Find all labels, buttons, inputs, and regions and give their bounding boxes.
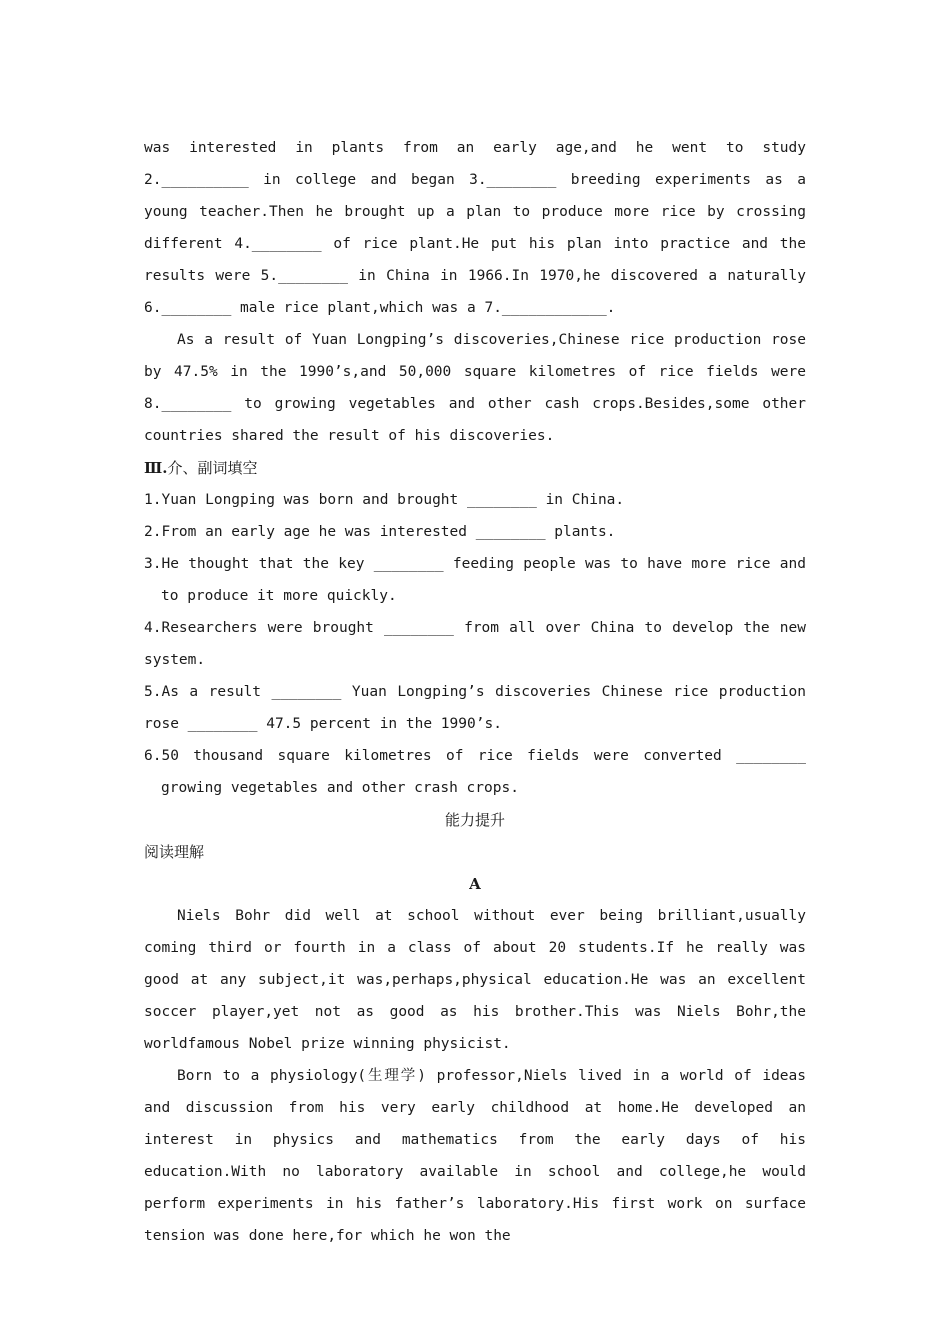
passage-a-paragraph-2: Born to a physiology(生理学) professor,Niels lived in a world of ideas and discussion from his very early childhood at home.He developed an interest in physics and mathematics from the early days of his education.With no laboratory available in school and college,he would perform experiments in his father’s laboratory.His first work on surface tension was done here,for which he won the bbox=[144, 1068, 806, 1244]
summary-paragraph-2: As a result of Yuan Longping’s discoveries,Chinese rice production rose by 47.5% in the 1990’s,and 50,000 square kilometres of rice fields were 8.________ to growing vegetables and other cash crops.Besides,some other countries shared the result of his discoveries. bbox=[144, 332, 806, 444]
section-3-heading bbox=[144, 452, 806, 484]
reading-comprehension-label: 阅读理解 bbox=[144, 843, 205, 861]
section-3-roman: Ⅲ. bbox=[144, 459, 168, 477]
exercise-item-1: 1.Yuan Longping was born and brought ________ in China. bbox=[144, 492, 625, 508]
section-3-title: 介、副词填空 bbox=[167, 459, 258, 477]
passage-a-label: A bbox=[469, 875, 481, 893]
document-page bbox=[144, 132, 806, 1252]
exercise-item-6: 6.50 thousand square kilometres of rice fields were converted ________ growing vegetables and other crash crops. bbox=[144, 748, 806, 796]
ability-section-title: 能力提升 bbox=[444, 811, 505, 829]
passage-a-paragraph-1: Niels Bohr did well at school without ever being brilliant,usually coming third or fourth in a class of about 20 students.If he really was good at any subject,it was,perhaps,physical education.He was an excellent soccer player,yet not as good as his brother.This was Niels Bohr,the worldfamous Nobel prize winning physicist. bbox=[144, 908, 806, 1052]
exercise-item-2: 2.From an early age he was interested ________ plants. bbox=[144, 524, 616, 540]
exercise-item-4: 4.Researchers were brought ________ from all over China to develop the new system. bbox=[144, 620, 806, 668]
exercise-item-3: 3.He thought that the key ________ feeding people was to have more rice and to produce it more quickly. bbox=[144, 556, 806, 604]
summary-paragraph-1: was interested in plants from an early age,and he went to study 2.__________ in college and began 3.________ breeding experiments as a young teacher.Then he brought up a plan to produce more rice by crossing different 4.________ of rice plant.He put his plan into practice and the results were 5.________ in China in 1966.In 1970,he discovered a naturally 6.________ male rice plant,which was a 7.____________. bbox=[144, 140, 806, 316]
exercise-item-5: 5.As a result ________ Yuan Longping’s discoveries Chinese rice production rose ________ 47.5 percent in the 1990’s. bbox=[144, 684, 806, 732]
